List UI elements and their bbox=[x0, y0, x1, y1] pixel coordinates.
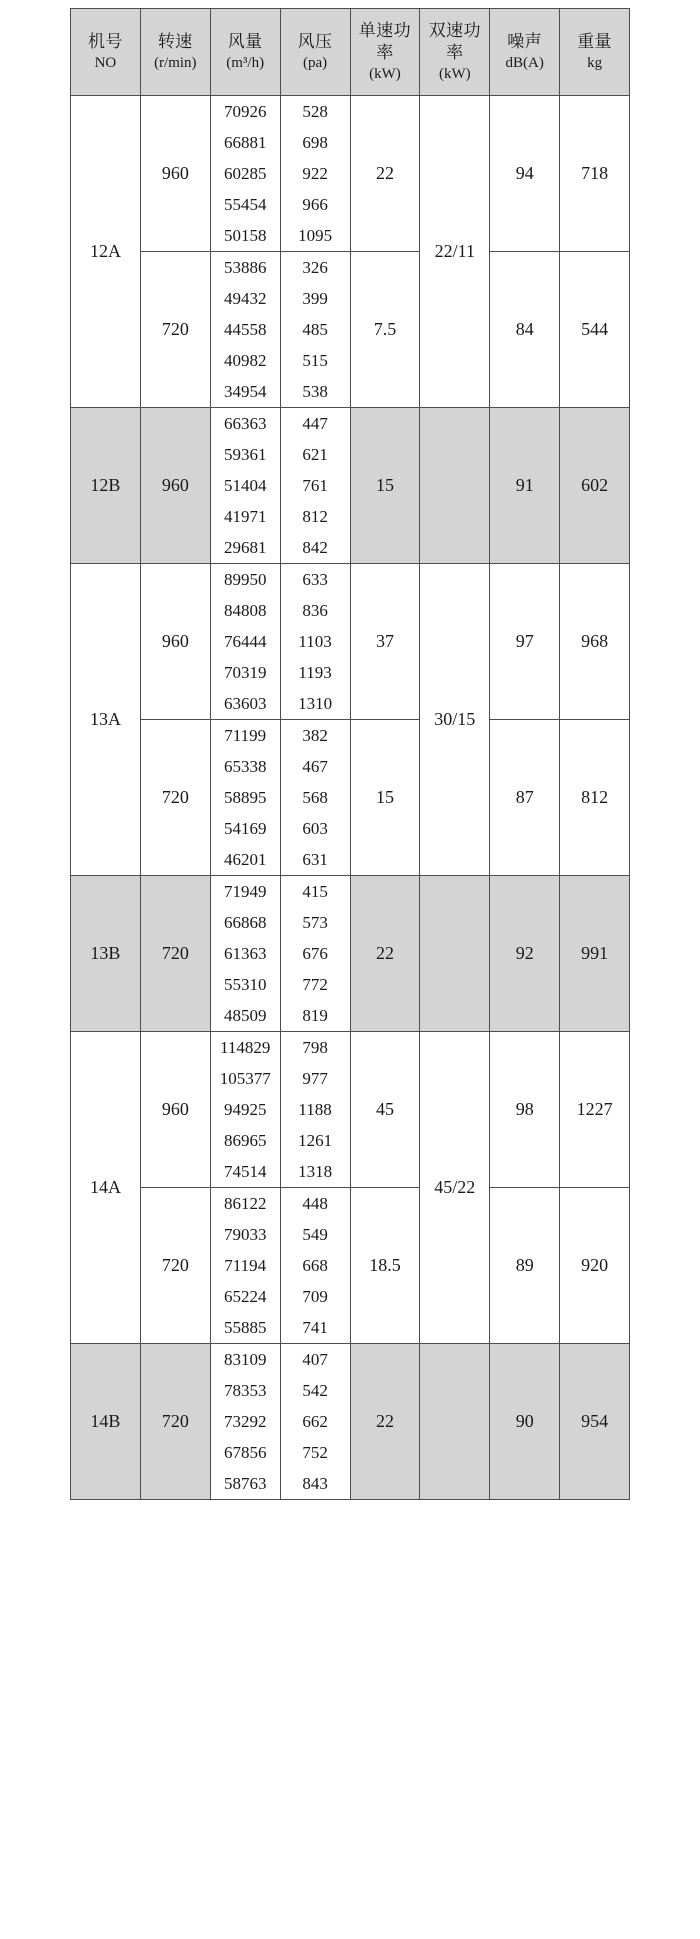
cell-weight: 812 bbox=[560, 720, 630, 876]
header-label-dual-power: 双速功率 bbox=[428, 21, 482, 62]
pressure-value: 1193 bbox=[298, 663, 332, 682]
pressure-value: 819 bbox=[302, 1006, 328, 1025]
fan-specification-table bbox=[70, 8, 630, 1500]
cell-flow bbox=[210, 1188, 280, 1344]
cell-dual-power: 45/22 bbox=[420, 1032, 490, 1344]
header-label-flow: 风量 bbox=[227, 32, 263, 51]
flow-value: 58895 bbox=[223, 788, 267, 807]
pressure-value: 698 bbox=[302, 133, 328, 152]
pressure-value: 1103 bbox=[298, 632, 332, 651]
cell-weight: 544 bbox=[560, 252, 630, 408]
cell-single-power: 18.5 bbox=[350, 1188, 420, 1344]
cell-model: 12B bbox=[71, 408, 141, 564]
cell-noise: 90 bbox=[490, 1344, 560, 1500]
pressure-value: 843 bbox=[302, 1474, 328, 1493]
column-header-pressure bbox=[280, 9, 350, 96]
cell-noise: 94 bbox=[490, 96, 560, 252]
table-row bbox=[71, 408, 630, 564]
cell-single-power: 37 bbox=[350, 564, 420, 720]
pressure-value: 1310 bbox=[298, 694, 333, 713]
pressure-value: 676 bbox=[302, 944, 328, 963]
header-label-model: 机号 bbox=[87, 32, 123, 51]
pressure-value: 415 bbox=[302, 882, 328, 901]
header-label-weight: 重量 bbox=[577, 32, 613, 51]
header-unit-rpm: (r/min) bbox=[154, 55, 197, 72]
cell-noise: 91 bbox=[490, 408, 560, 564]
flow-value: 70319 bbox=[223, 663, 267, 682]
pressure-value: 1188 bbox=[298, 1100, 332, 1119]
cell-flow bbox=[210, 96, 280, 252]
cell-single-power: 22 bbox=[350, 1344, 420, 1500]
table-row bbox=[71, 1344, 630, 1500]
cell-pressure bbox=[280, 720, 350, 876]
flow-value: 74514 bbox=[223, 1162, 267, 1181]
cell-weight: 920 bbox=[560, 1188, 630, 1344]
table-row bbox=[71, 564, 630, 720]
flow-value: 40982 bbox=[223, 351, 267, 370]
column-header-noise bbox=[490, 9, 560, 96]
cell-dual-power: 22/11 bbox=[420, 96, 490, 408]
pressure-value: 447 bbox=[302, 414, 328, 433]
cell-dual-power-empty bbox=[420, 876, 490, 1032]
cell-flow bbox=[210, 1344, 280, 1500]
flow-value: 83109 bbox=[223, 1350, 267, 1369]
cell-flow bbox=[210, 1032, 280, 1188]
cell-rpm: 720 bbox=[140, 1344, 210, 1500]
flow-value: 63603 bbox=[223, 694, 267, 713]
flow-value: 71949 bbox=[223, 882, 267, 901]
pressure-value: 549 bbox=[302, 1225, 328, 1244]
cell-single-power: 22 bbox=[350, 876, 420, 1032]
cell-single-power: 15 bbox=[350, 720, 420, 876]
header-unit-flow: (m³/h) bbox=[226, 55, 265, 72]
pressure-value: 798 bbox=[302, 1038, 328, 1057]
flow-value: 84808 bbox=[223, 601, 267, 620]
table-header bbox=[71, 9, 630, 96]
header-unit-model: NO bbox=[94, 55, 117, 72]
cell-flow bbox=[210, 720, 280, 876]
column-header-dual-power bbox=[420, 9, 490, 96]
flow-value: 86122 bbox=[223, 1194, 267, 1213]
cell-single-power: 15 bbox=[350, 408, 420, 564]
flow-value: 78353 bbox=[223, 1381, 267, 1400]
cell-noise: 97 bbox=[490, 564, 560, 720]
cell-pressure bbox=[280, 96, 350, 252]
flow-value: 94925 bbox=[223, 1100, 267, 1119]
pressure-value: 812 bbox=[302, 507, 328, 526]
pressure-value: 573 bbox=[302, 913, 328, 932]
flow-value: 44558 bbox=[223, 320, 267, 339]
cell-rpm: 960 bbox=[140, 96, 210, 252]
pressure-value: 662 bbox=[302, 1412, 328, 1431]
flow-value: 46201 bbox=[223, 850, 267, 869]
flow-value: 73292 bbox=[223, 1412, 267, 1431]
cell-flow bbox=[210, 876, 280, 1032]
pressure-value: 448 bbox=[302, 1194, 328, 1213]
flow-value: 34954 bbox=[223, 382, 267, 401]
flow-value: 71199 bbox=[224, 726, 267, 745]
cell-pressure bbox=[280, 1188, 350, 1344]
cell-single-power: 45 bbox=[350, 1032, 420, 1188]
pressure-value: 542 bbox=[302, 1381, 328, 1400]
flow-value: 67856 bbox=[223, 1443, 267, 1462]
flow-value: 55310 bbox=[223, 975, 267, 994]
flow-value: 70926 bbox=[223, 102, 267, 121]
pressure-value: 1261 bbox=[298, 1131, 333, 1150]
cell-noise: 89 bbox=[490, 1188, 560, 1344]
pressure-value: 1318 bbox=[298, 1162, 333, 1181]
flow-value: 51404 bbox=[223, 476, 267, 495]
cell-rpm: 720 bbox=[140, 876, 210, 1032]
cell-model: 14B bbox=[71, 1344, 141, 1500]
cell-single-power: 7.5 bbox=[350, 252, 420, 408]
flow-value: 65338 bbox=[223, 757, 267, 776]
pressure-value: 631 bbox=[302, 850, 328, 869]
flow-value: 49432 bbox=[223, 289, 267, 308]
cell-pressure bbox=[280, 408, 350, 564]
pressure-value: 842 bbox=[302, 538, 328, 557]
cell-pressure bbox=[280, 1344, 350, 1500]
cell-dual-power-empty bbox=[420, 1344, 490, 1500]
column-header-weight bbox=[560, 9, 630, 96]
pressure-value: 633 bbox=[302, 570, 328, 589]
header-row bbox=[71, 9, 630, 96]
cell-weight: 968 bbox=[560, 564, 630, 720]
pressure-value: 407 bbox=[302, 1350, 328, 1369]
flow-value: 55454 bbox=[223, 195, 267, 214]
cell-dual-power: 30/15 bbox=[420, 564, 490, 876]
cell-model: 13A bbox=[71, 564, 141, 876]
column-header-single-power bbox=[350, 9, 420, 96]
flow-value: 89950 bbox=[223, 570, 267, 589]
header-unit-dual-power: (kW) bbox=[438, 65, 471, 82]
cell-model: 14A bbox=[71, 1032, 141, 1344]
pressure-value: 922 bbox=[302, 164, 328, 183]
cell-pressure bbox=[280, 564, 350, 720]
flow-value: 66881 bbox=[223, 133, 267, 152]
cell-noise: 84 bbox=[490, 252, 560, 408]
flow-value: 66363 bbox=[223, 414, 267, 433]
flow-value: 48509 bbox=[223, 1006, 267, 1025]
flow-value: 76444 bbox=[223, 632, 267, 651]
pressure-value: 741 bbox=[302, 1318, 328, 1337]
cell-noise: 98 bbox=[490, 1032, 560, 1188]
table-row bbox=[71, 1032, 630, 1188]
cell-noise: 92 bbox=[490, 876, 560, 1032]
flow-value: 58763 bbox=[223, 1474, 267, 1493]
flow-value: 71194 bbox=[224, 1256, 267, 1275]
flow-value: 79033 bbox=[223, 1225, 267, 1244]
cell-model: 13B bbox=[71, 876, 141, 1032]
pressure-value: 621 bbox=[302, 445, 328, 464]
pressure-value: 467 bbox=[302, 757, 328, 776]
flow-value: 59361 bbox=[223, 445, 267, 464]
cell-flow bbox=[210, 408, 280, 564]
cell-dual-power-empty bbox=[420, 408, 490, 564]
pressure-value: 326 bbox=[302, 258, 328, 277]
flow-value: 55885 bbox=[223, 1318, 267, 1337]
table-row bbox=[71, 876, 630, 1032]
cell-rpm: 720 bbox=[140, 1188, 210, 1344]
table-row bbox=[71, 96, 630, 252]
cell-weight: 991 bbox=[560, 876, 630, 1032]
cell-weight: 602 bbox=[560, 408, 630, 564]
flow-value: 29681 bbox=[223, 538, 267, 557]
pressure-value: 836 bbox=[302, 601, 328, 620]
table-row bbox=[71, 1188, 630, 1344]
header-label-single-power: 单速功率 bbox=[358, 21, 412, 62]
cell-flow bbox=[210, 252, 280, 408]
cell-pressure bbox=[280, 1032, 350, 1188]
cell-weight: 1227 bbox=[560, 1032, 630, 1188]
pressure-value: 761 bbox=[302, 476, 328, 495]
cell-rpm: 720 bbox=[140, 252, 210, 408]
pressure-value: 528 bbox=[302, 102, 328, 121]
flow-value: 86965 bbox=[223, 1131, 267, 1150]
pressure-value: 966 bbox=[302, 195, 328, 214]
pressure-value: 538 bbox=[302, 382, 328, 401]
cell-weight: 954 bbox=[560, 1344, 630, 1500]
header-unit-pressure: (pa) bbox=[302, 55, 328, 72]
cell-rpm: 960 bbox=[140, 564, 210, 720]
flow-value: 41971 bbox=[223, 507, 267, 526]
flow-value: 114829 bbox=[220, 1038, 271, 1057]
pressure-value: 709 bbox=[302, 1287, 328, 1306]
pressure-value: 603 bbox=[302, 819, 328, 838]
column-header-model bbox=[71, 9, 141, 96]
cell-flow bbox=[210, 564, 280, 720]
pressure-value: 772 bbox=[302, 975, 328, 994]
pressure-value: 568 bbox=[302, 788, 328, 807]
pressure-value: 977 bbox=[302, 1069, 328, 1088]
table-body bbox=[71, 96, 630, 1500]
cell-rpm: 720 bbox=[140, 720, 210, 876]
column-header-rpm bbox=[140, 9, 210, 96]
header-unit-weight: kg bbox=[587, 55, 603, 72]
cell-noise: 87 bbox=[490, 720, 560, 876]
cell-pressure bbox=[280, 876, 350, 1032]
header-label-noise: 噪声 bbox=[507, 32, 543, 51]
flow-value: 50158 bbox=[223, 226, 267, 245]
flow-value: 66868 bbox=[223, 913, 267, 932]
pressure-value: 668 bbox=[302, 1256, 328, 1275]
cell-pressure bbox=[280, 252, 350, 408]
flow-value: 54169 bbox=[223, 819, 267, 838]
pressure-value: 1095 bbox=[298, 226, 333, 245]
cell-rpm: 960 bbox=[140, 1032, 210, 1188]
pressure-value: 382 bbox=[302, 726, 328, 745]
flow-value: 60285 bbox=[223, 164, 267, 183]
header-unit-noise: dB(A) bbox=[505, 55, 544, 72]
cell-rpm: 960 bbox=[140, 408, 210, 564]
header-label-pressure: 风压 bbox=[297, 32, 333, 51]
pressure-value: 752 bbox=[302, 1443, 328, 1462]
cell-weight: 718 bbox=[560, 96, 630, 252]
pressure-value: 399 bbox=[302, 289, 328, 308]
cell-single-power: 22 bbox=[350, 96, 420, 252]
pressure-value: 515 bbox=[302, 351, 328, 370]
flow-value: 53886 bbox=[223, 258, 267, 277]
flow-value: 65224 bbox=[223, 1287, 267, 1306]
header-unit-single-power: (kW) bbox=[369, 65, 401, 82]
column-header-flow bbox=[210, 9, 280, 96]
flow-value: 61363 bbox=[223, 944, 267, 963]
pressure-value: 485 bbox=[302, 320, 328, 339]
table-row bbox=[71, 252, 630, 408]
flow-value: 105377 bbox=[219, 1069, 271, 1088]
table-row bbox=[71, 720, 630, 876]
header-label-rpm: 转速 bbox=[157, 32, 193, 51]
cell-model: 12A bbox=[71, 96, 141, 408]
